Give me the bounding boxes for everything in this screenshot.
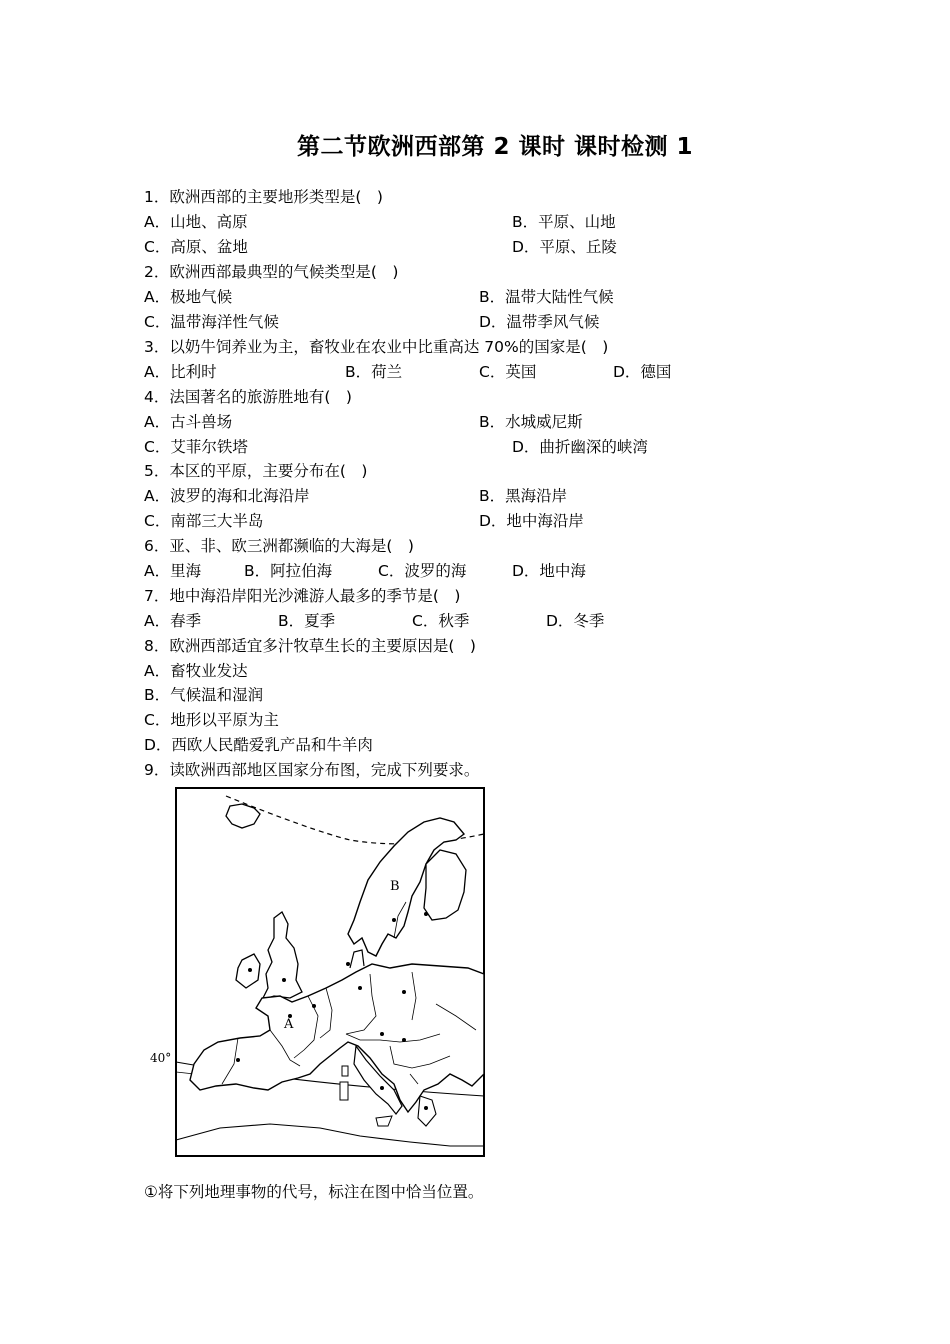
q7-option-a: A．春季	[144, 612, 202, 630]
q6-option-d: D．地中海	[512, 562, 586, 580]
q5-option-b: B．黑海沿岸	[479, 487, 568, 505]
q6-option-c: C．波罗的海	[378, 562, 467, 580]
q1-option-c: C．高原、盆地	[144, 238, 248, 256]
q2-option-d: D．温带季风气候	[479, 313, 600, 331]
continental-europe-shape	[190, 964, 484, 1112]
question-4-stem: 4．法国著名的旅游胜地有( )	[144, 388, 352, 406]
sardinia-shape	[340, 1082, 348, 1100]
finland-shape	[424, 850, 466, 920]
question-8-stem: 8．欧洲西部适宜多汁牧草生长的主要原因是( )	[144, 637, 476, 655]
q1-option-d: D．平原、丘陵	[512, 238, 617, 256]
q7-option-d: D．冬季	[546, 612, 605, 630]
latitude-label: 40°	[150, 1051, 172, 1065]
q5-option-c: C．南部三大半岛	[144, 512, 264, 530]
q3-option-b: B．荷兰	[345, 363, 403, 381]
q4-option-c: C．艾菲尔铁塔	[144, 438, 248, 456]
q2-option-b: B．温带大陆性气候	[479, 288, 614, 306]
q7-option-c: C．秋季	[412, 612, 470, 630]
q8-option-c: C．地形以平原为主	[144, 711, 279, 729]
instruction-text: ①将下列地理事物的代号，标注在图中恰当位置。	[144, 1183, 484, 1201]
q2-option-c: C．温带海洋性气候	[144, 313, 279, 331]
western-europe-map	[150, 784, 490, 1160]
question-1-stem: 1．欧洲西部的主要地形类型是( )	[144, 188, 383, 206]
q1-option-b: B．平原、山地	[512, 213, 616, 231]
q1-option-a: A．山地、高原	[144, 213, 248, 231]
q4-option-d: D．曲折幽深的峡湾	[512, 438, 648, 456]
corsica-shape	[342, 1066, 348, 1076]
question-2-stem: 2．欧洲西部最典型的气候类型是( )	[144, 263, 399, 281]
question-6-stem: 6．亚、非、欧三洲都濒临的大海是( )	[144, 537, 414, 555]
q4-option-b: B．水城威尼斯	[479, 413, 583, 431]
q5-option-a: A．波罗的海和北海沿岸	[144, 487, 310, 505]
q3-option-c: C．英国	[479, 363, 537, 381]
q8-option-d: D．西欧人民酷爱乳产品和牛羊肉	[144, 736, 373, 754]
sicily-shape	[376, 1116, 392, 1126]
denmark-shape	[350, 950, 364, 968]
question-9-stem: 9．读欧洲西部地区国家分布图，完成下列要求。	[144, 761, 480, 779]
q6-option-b: B．阿拉伯海	[244, 562, 333, 580]
question-5-stem: 5．本区的平原，主要分布在( )	[144, 462, 368, 480]
q8-option-a: A．畜牧业发达	[144, 662, 248, 680]
greece-shape	[418, 1096, 436, 1126]
question-7-stem: 7．地中海沿岸阳光沙滩游人最多的季节是( )	[144, 587, 461, 605]
north-africa-coast	[176, 1124, 484, 1146]
great-britain-shape	[262, 912, 302, 1000]
map-label-a: A	[284, 1017, 294, 1032]
q2-option-a: A．极地气候	[144, 288, 233, 306]
q3-option-a: A．比利时	[144, 363, 217, 381]
q7-option-b: B．夏季	[278, 612, 336, 630]
map-label-b: B	[390, 879, 400, 894]
q8-option-b: B．气候温和湿润	[144, 686, 264, 704]
q3-option-d: D．德国	[613, 363, 672, 381]
q4-option-a: A．古斗兽场	[144, 413, 233, 431]
ireland-shape	[236, 954, 260, 988]
page-title: 第二节欧洲西部第 2 课时 课时检测 1	[296, 134, 694, 160]
q5-option-d: D．地中海沿岸	[479, 512, 584, 530]
q6-option-a: A．里海	[144, 562, 202, 580]
question-3-stem: 3．以奶牛饲养业为主，畜牧业在农业中比重高达 70%的国家是( )	[144, 338, 609, 356]
